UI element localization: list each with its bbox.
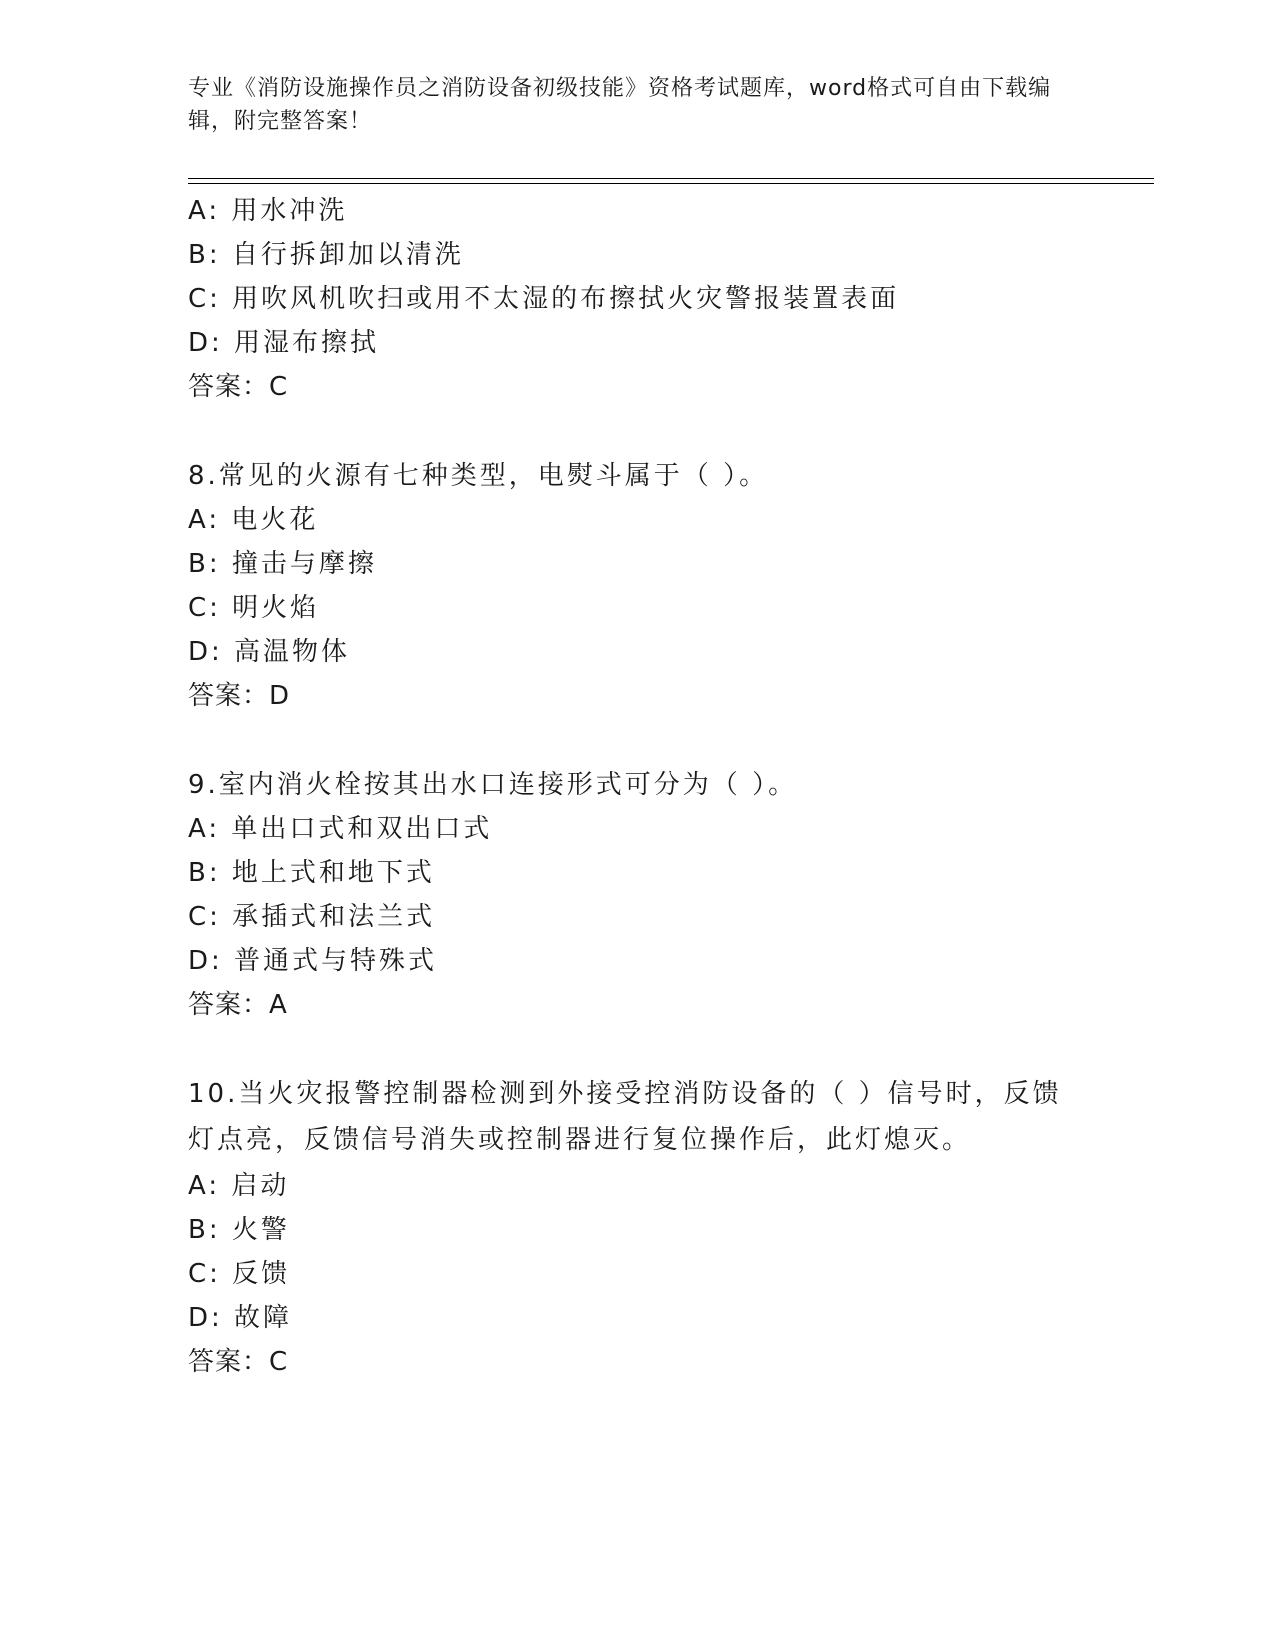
q7-option-d: D: 用湿布擦拭 xyxy=(188,328,380,358)
header-divider-top xyxy=(188,178,1154,179)
q9-option-d: D: 普通式与特殊式 xyxy=(188,946,438,976)
q9-answer: 答案：A xyxy=(188,990,288,1020)
q7-answer: 答案：C xyxy=(188,372,289,402)
q7-option-c: C: 用吹风机吹扫或用不太湿的布擦拭火灾警报装置表面 xyxy=(188,284,900,314)
q8-option-b: B: 撞击与摩擦 xyxy=(188,549,377,579)
q9-question: 9.室内消火栓按其出水口连接形式可分为（ ）。 xyxy=(188,770,798,800)
q9-option-c: C: 承插式和法兰式 xyxy=(188,902,436,932)
q7-option-b: B: 自行拆卸加以清洗 xyxy=(188,240,464,270)
q10-option-c: C: 反馈 xyxy=(188,1259,291,1289)
q10-option-b: B: 火警 xyxy=(188,1215,290,1245)
q8-answer: 答案：D xyxy=(188,681,291,711)
q8-question: 8.常见的火源有七种类型，电熨斗属于（ ）。 xyxy=(188,461,769,491)
q7-option-a: A: 用水冲洗 xyxy=(188,196,348,226)
q10-question: 10.当火灾报警控制器检测到外接受控消防设备的（ ）信号时，反馈灯点亮，反馈信号消失或控制器进行复位操作后，此灯熄灭。 xyxy=(188,1079,1062,1155)
header-divider-bottom xyxy=(188,183,1154,184)
q9-option-a: A: 单出口式和双出口式 xyxy=(188,814,493,844)
q10-option-d: D: 故障 xyxy=(188,1303,293,1333)
q9-option-b: B: 地上式和地下式 xyxy=(188,858,435,888)
q8-option-d: D: 高温物体 xyxy=(188,637,351,667)
q8-option-c: C: 明火焰 xyxy=(188,593,320,623)
document-header: 专业《消防设施操作员之消防设备初级技能》资格考试题库，word格式可自由下载编辑，附完整答案！ xyxy=(188,76,1052,134)
q10-option-a: A: 启动 xyxy=(188,1171,290,1201)
q10-answer: 答案：C xyxy=(188,1347,289,1377)
q8-option-a: A: 电火花 xyxy=(188,505,319,535)
